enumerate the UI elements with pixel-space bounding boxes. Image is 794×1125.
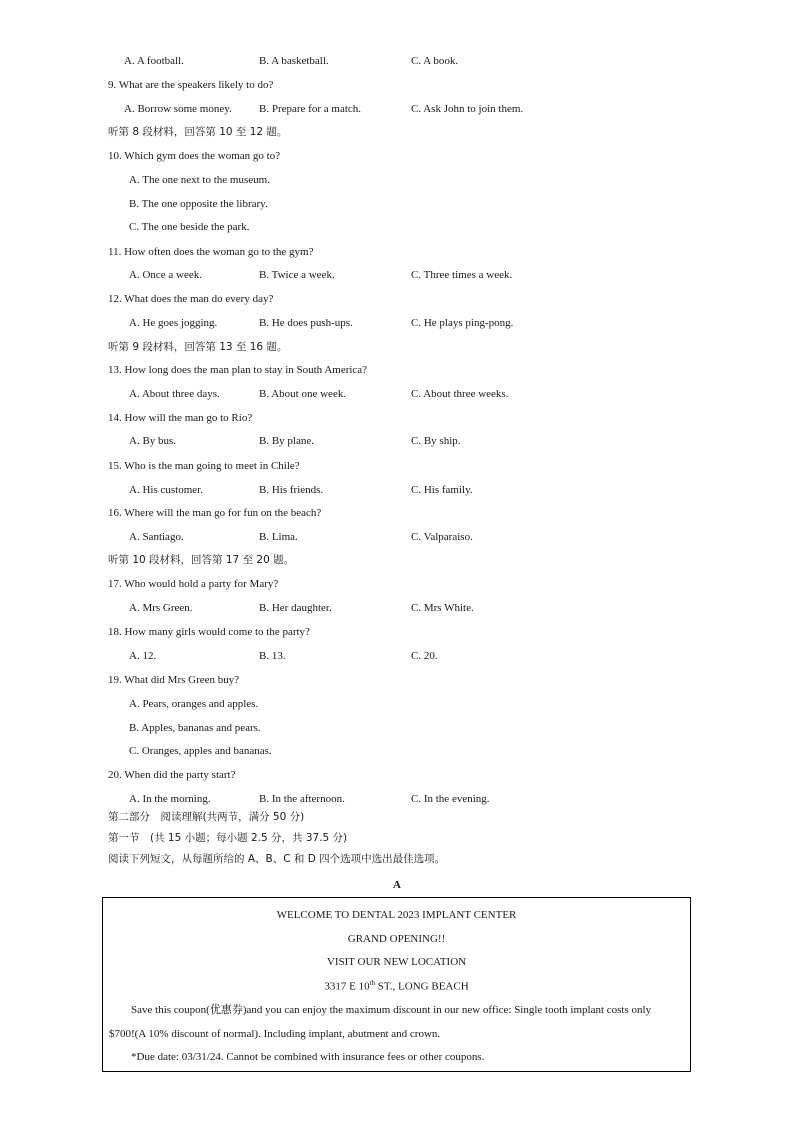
- q14-stem: 14. How will the man go to Rio?: [108, 412, 253, 424]
- q19-option-c: C. Oranges, apples and bananas.: [129, 745, 272, 757]
- q16-option-a: A. Santiago.: [129, 531, 184, 543]
- q18-option-c: C. 20.: [411, 650, 438, 662]
- q11-option-b: B. Twice a week.: [259, 269, 335, 281]
- ad-address: 3317 E 10th ST., LONG BEACH: [324, 979, 469, 993]
- q9-option-c: C. Ask John to join them.: [411, 103, 524, 115]
- q15-option-c: C. His family.: [411, 484, 473, 496]
- q18-option-b: B. 13.: [259, 650, 286, 662]
- q20-option-a: A. In the morning.: [129, 793, 211, 805]
- q10-option-b: B. The one opposite the library.: [129, 198, 268, 210]
- q10-stem: 10. Which gym does the woman go to?: [108, 150, 281, 162]
- q13-option-a: A. About three days.: [129, 388, 220, 400]
- part2-heading: 第二部分 阅读理解(共两节，满分 50 分): [108, 811, 305, 823]
- section1-heading: 第一节 (共 15 小题；每小题 2.5 分，共 37.5 分): [108, 832, 348, 844]
- q17-option-a: A. Mrs Green.: [129, 602, 193, 614]
- q19-stem: 19. What did Mrs Green buy?: [108, 674, 240, 686]
- q15-stem: 15. Who is the man going to meet in Chile?: [108, 460, 300, 472]
- q13-option-c: C. About three weeks.: [411, 388, 509, 400]
- q17-stem: 17. Who would hold a party for Mary?: [108, 578, 279, 590]
- q14-option-c: C. By ship.: [411, 435, 461, 447]
- q8-option-c: C. A book.: [411, 55, 459, 67]
- q14-option-a: A. By bus.: [129, 435, 177, 447]
- q17-option-b: B. Her daughter.: [259, 602, 332, 614]
- q10-option-a: A. The one next to the museum.: [129, 174, 270, 186]
- q14-option-b: B. By plane.: [259, 435, 314, 447]
- reading-instruction: 阅读下列短文，从每题所给的 A、B、C 和 D 四个选项中选出最佳选项。: [108, 853, 446, 865]
- q9-stem: 9. What are the speakers likely to do?: [108, 79, 274, 91]
- q12-stem: 12. What does the man do every day?: [108, 293, 274, 305]
- q12-option-c: C. He plays ping-pong.: [411, 317, 514, 329]
- dental-ad-box: [102, 897, 691, 1072]
- q12-option-b: B. He does push-ups.: [259, 317, 353, 329]
- q8-option-a: A. A football.: [124, 55, 184, 67]
- q16-stem: 16. Where will the man go for fun on the beach?: [108, 507, 322, 519]
- ad-coupon-text-line2: $700!(A 10% discount of normal). Including implant, abutment and crown.: [109, 1028, 441, 1040]
- q16-option-b: B. Lima.: [259, 531, 298, 543]
- q9-option-b: B. Prepare for a match.: [259, 103, 362, 115]
- q11-stem: 11. How often does the woman go to the gym?: [108, 246, 314, 258]
- q20-option-b: B. In the afternoon.: [259, 793, 345, 805]
- section-heading-8: 听第 8 段材料，回答第 10 至 12 题。: [108, 126, 288, 138]
- q20-stem: 20. When did the party start?: [108, 769, 236, 781]
- q10-option-c: C. The one beside the park.: [129, 221, 250, 233]
- q18-option-a: A. 12.: [129, 650, 157, 662]
- section-heading-10: 听第 10 段材料，回答第 17 至 20 题。: [108, 554, 295, 566]
- q18-stem: 18. How many girls would come to the party?: [108, 626, 310, 638]
- q13-option-b: B. About one week.: [259, 388, 347, 400]
- q15-option-a: A. His customer.: [129, 484, 203, 496]
- ad-coupon-text-line1: Save this coupon(优惠券)and you can enjoy the maximum discount in our new office: Single tooth implant costs only: [131, 1004, 652, 1016]
- q11-option-c: C. Three times a week.: [411, 269, 513, 281]
- q17-option-c: C. Mrs White.: [411, 602, 474, 614]
- q12-option-a: A. He goes jogging.: [129, 317, 218, 329]
- q15-option-b: B. His friends.: [259, 484, 324, 496]
- q9-option-a: A. Borrow some money.: [124, 103, 232, 115]
- ad-visit-location: VISIT OUR NEW LOCATION: [326, 956, 467, 968]
- q20-option-c: C. In the evening.: [411, 793, 490, 805]
- ad-welcome-line: WELCOME TO DENTAL 2023 IMPLANT CENTER: [276, 909, 517, 921]
- q11-option-a: A. Once a week.: [129, 269, 202, 281]
- ad-due-date: *Due date: 03/31/24. Cannot be combined with insurance fees or other coupons.: [131, 1051, 485, 1063]
- q19-option-b: B. Apples, bananas and pears.: [129, 722, 261, 734]
- q16-option-c: C. Valparaiso.: [411, 531, 473, 543]
- ad-grand-opening: GRAND OPENING!!: [347, 933, 446, 945]
- section-heading-9: 听第 9 段材料，回答第 13 至 16 题。: [108, 341, 288, 353]
- q8-option-b: B. A basketball.: [259, 55, 329, 67]
- passage-label: A: [393, 879, 401, 891]
- q19-option-a: A. Pears, oranges and apples.: [129, 698, 259, 710]
- q13-stem: 13. How long does the man plan to stay in South America?: [108, 364, 368, 376]
